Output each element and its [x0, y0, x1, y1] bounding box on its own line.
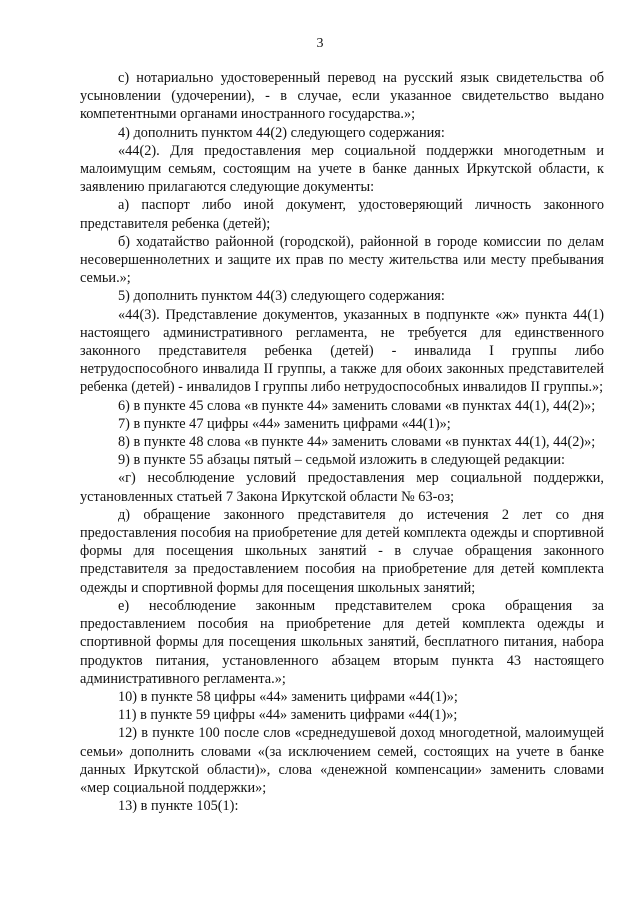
paragraph-amendment-11: 11) в пункте 59 цифры «44» заменить цифрами «44(1)»;	[118, 707, 458, 724]
paragraph-amendment-8: 8) в пункте 48 слова «в пункте 44» заменить словами «в пунктах 44(1), 44(2)»;	[118, 434, 596, 451]
paragraph-item-g: «г) несоблюдение условий предоставления мер социальной поддержки, установленных статьей 7 Закона Иркутской области № 63-оз;	[80, 470, 604, 505]
page-number: 3	[316, 36, 324, 51]
paragraph-amendment-7: 7) в пункте 47 цифры «44» заменить цифрами «44(1)»;	[118, 415, 451, 432]
paragraph-amendment-4: 4) дополнить пунктом 44(2) следующего содержания:	[118, 124, 445, 141]
paragraph-amendment-12: 12) в пункте 100 после слов «среднедушевой доход многодетной, малоимущей семьи» дополнить словами «(за исключением семей, состоящих на учете в банке данных Иркутской области)», слова «денежной компенсации» заменить словами «мер социальной поддержки»;	[80, 725, 604, 796]
paragraph-clause-44-2: «44(2). Для предоставления мер социальной поддержки многодетным и малоимущим семьям, состоящим на учете в банке данных Иркутской области, к заявлению прилагаются следующие документы:	[80, 142, 604, 196]
paragraph-amendment-13: 13) в пункте 105(1):	[118, 798, 239, 815]
paragraph-clause-44-3: «44(3). Представление документов, указанных в подпункте «ж» пункта 44(1) настоящего административного регламента, не требуется для единственного законного представителя ребенка (детей) - инвалида I группы либо нетрудоспособного инвалида II группы, а также для обоих законных представителей ребенка (детей) - инвалидов I группы либо нетрудоспособных инвалидов II группы.»;	[80, 306, 604, 396]
paragraph-item-b: б) ходатайство районной (городской), районной в городе комиссии по делам несовершеннолетних и защите их прав по месту жительства или месту пребывания семьи.»;	[80, 233, 604, 287]
paragraph-amendment-10: 10) в пункте 58 цифры «44» заменить цифрами «44(1)»;	[118, 688, 458, 705]
paragraph-amendment-6: 6) в пункте 45 слова «в пункте 44» заменить словами «в пунктах 44(1), 44(2)»;	[118, 397, 596, 414]
paragraph-item-a: а) паспорт либо иной документ, удостоверяющий личность законного представителя ребенка (детей);	[80, 197, 604, 232]
paragraph-item-e: е) несоблюдение законным представителем срока обращения за предоставлением пособия на приобретение для детей комплекта одежды и спортивной формы для посещения школьных занятий, бесплатного питания, набора продуктов питания, установленного абзацем вторым пункта 43 настоящего административного регламента.»;	[80, 597, 604, 687]
paragraph-item-c: с) нотариально удостоверенный перевод на русский язык свидетельства об усыновлении (удочерении), - в случае, если указанное свидетельство выдано компетентными органами иностранного государства.»;	[80, 70, 604, 123]
paragraph-amendment-9: 9) в пункте 55 абзацы пятый – седьмой изложить в следующей редакции:	[118, 452, 565, 469]
paragraph-item-d: д) обращение законного представителя до истечения 2 лет со дня предоставления пособия на приобретение для детей комплекта одежды и спортивной формы для посещения школьных занятий - в случае обращения законного представителя за предоставлением пособия на приобретение для детей комплекта одежды и спортивной формы для посещения школьных занятий;	[80, 506, 604, 596]
paragraph-amendment-5: 5) дополнить пунктом 44(3) следующего содержания:	[118, 288, 445, 305]
document-body	[80, 69, 604, 815]
